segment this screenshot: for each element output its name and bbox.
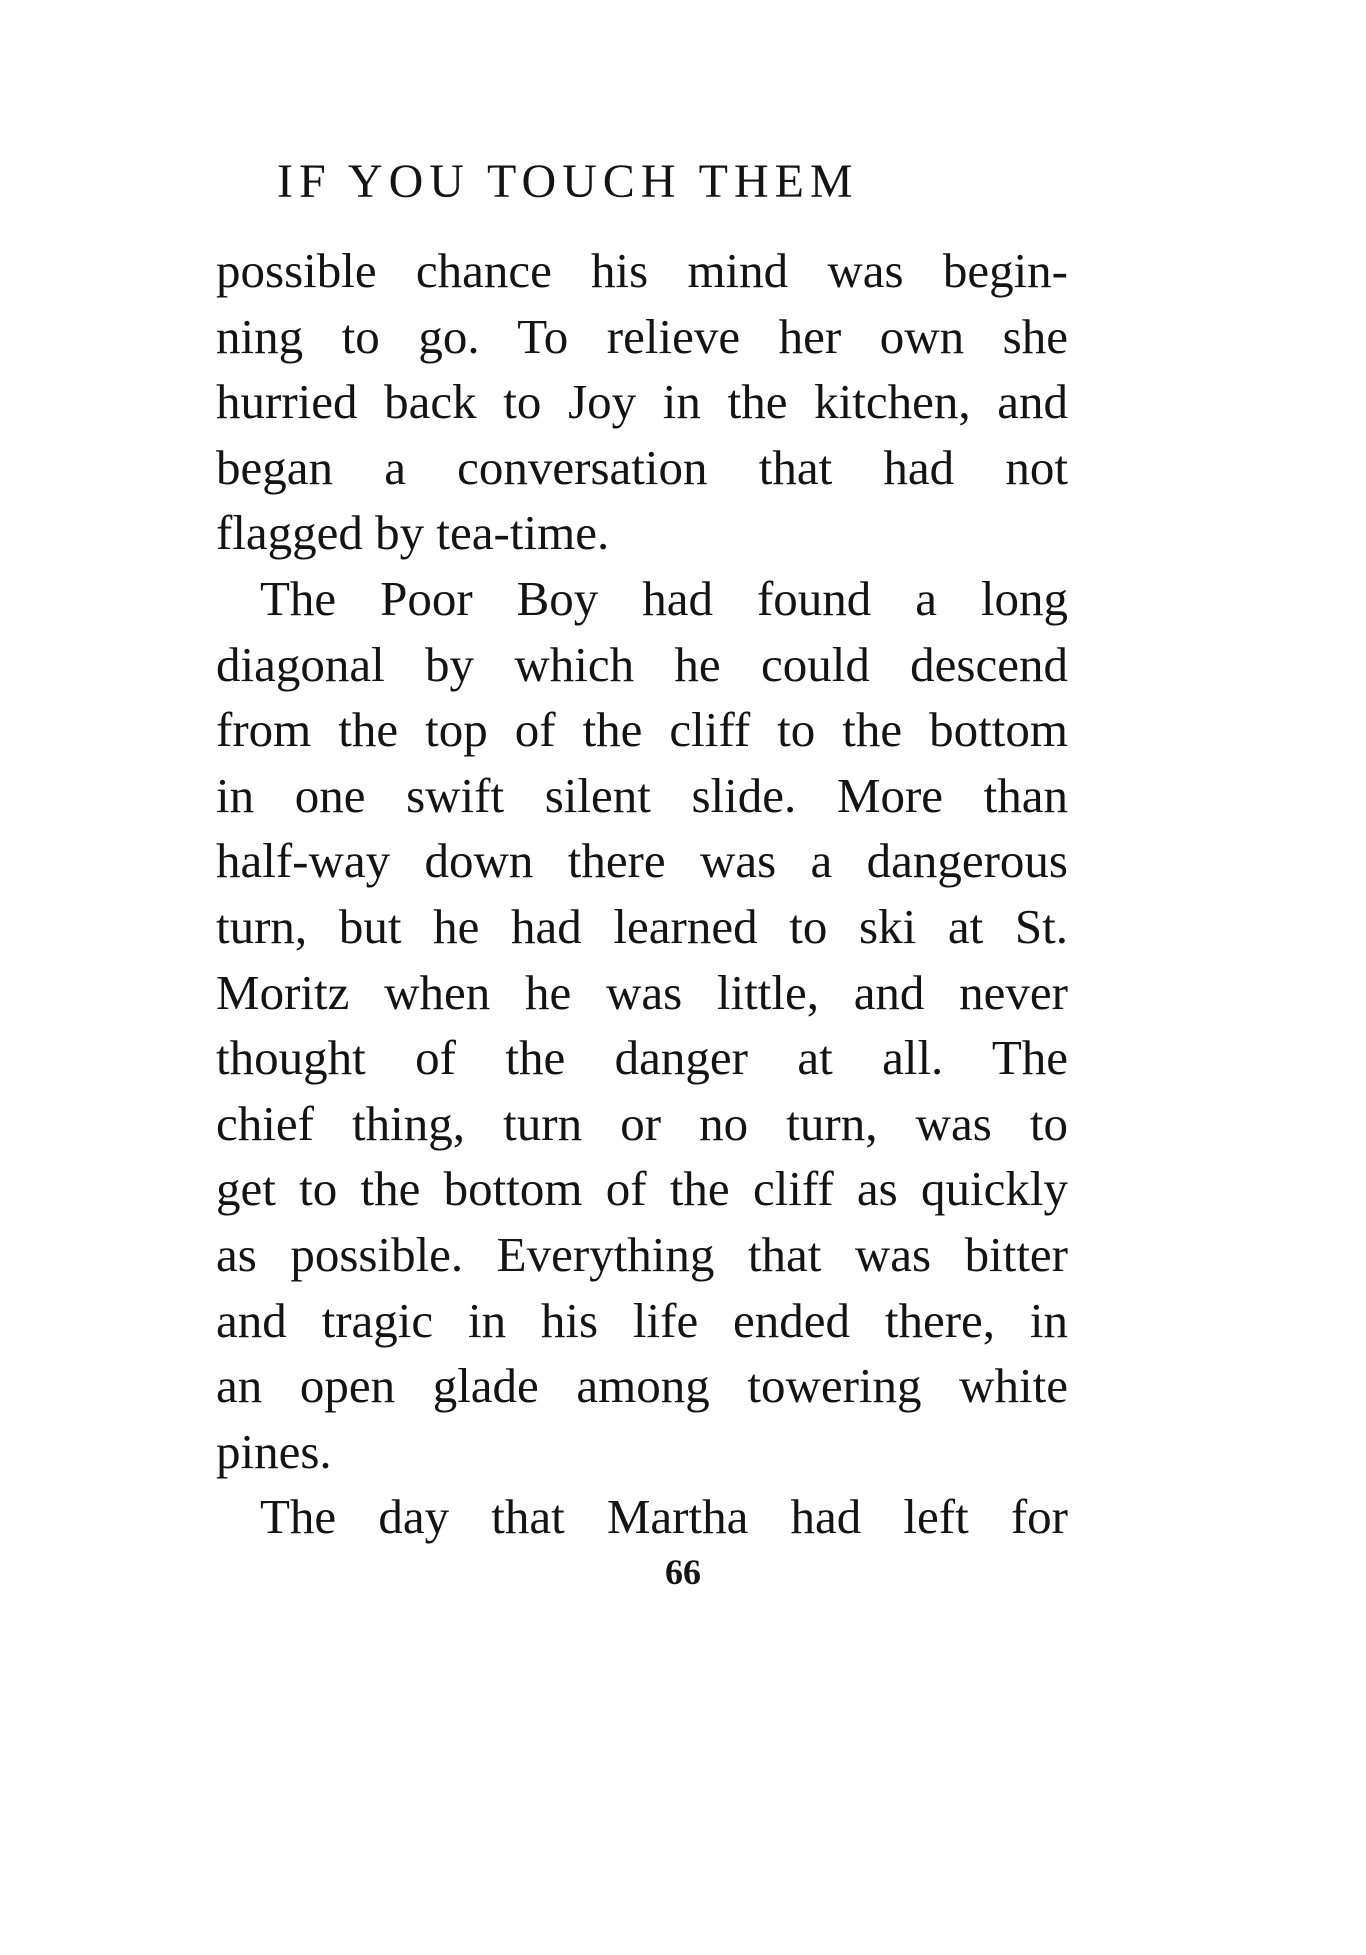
text-line: pines. (216, 1423, 332, 1479)
text-line: an open glade among towering white (216, 1358, 1068, 1414)
text-line: Moritz when he was little, and never (216, 964, 1068, 1020)
running-head: IF YOU TOUCH THEM (277, 155, 859, 208)
text-line: chief thing, turn or no turn, was to (216, 1095, 1068, 1151)
text-line: possible chance his mind was begin- (216, 243, 1068, 298)
text-line: get to the bottom of the cliff as quickly (216, 1161, 1068, 1217)
text-line: turn, but he had learned to ski at St. (216, 898, 1068, 954)
text-line: thought of the danger at all. The (216, 1030, 1068, 1086)
body-text (216, 238, 1068, 1550)
text-line: ning to go. To relieve her own she (216, 308, 1068, 364)
text-line: began a conversation that had not (216, 439, 1068, 495)
text-line: hurried back to Joy in the kitchen, and (216, 374, 1068, 430)
text-line: and tragic in his life ended there, in (216, 1292, 1068, 1348)
text-line: from the top of the cliff to the bottom (216, 702, 1068, 758)
text-line: half-way down there was a dangerous (216, 833, 1068, 889)
text-line: in one swift silent slide. More than (216, 767, 1068, 823)
text-line: The day that Martha had left for (260, 1489, 1068, 1545)
page-number: 66 (665, 1552, 701, 1592)
text-line: flagged by tea-time. (216, 505, 610, 561)
text-line: diagonal by which he could descend (216, 636, 1068, 692)
text-line: The Poor Boy had found a long (260, 570, 1068, 626)
text-line: as possible. Everything that was bitter (216, 1226, 1068, 1282)
